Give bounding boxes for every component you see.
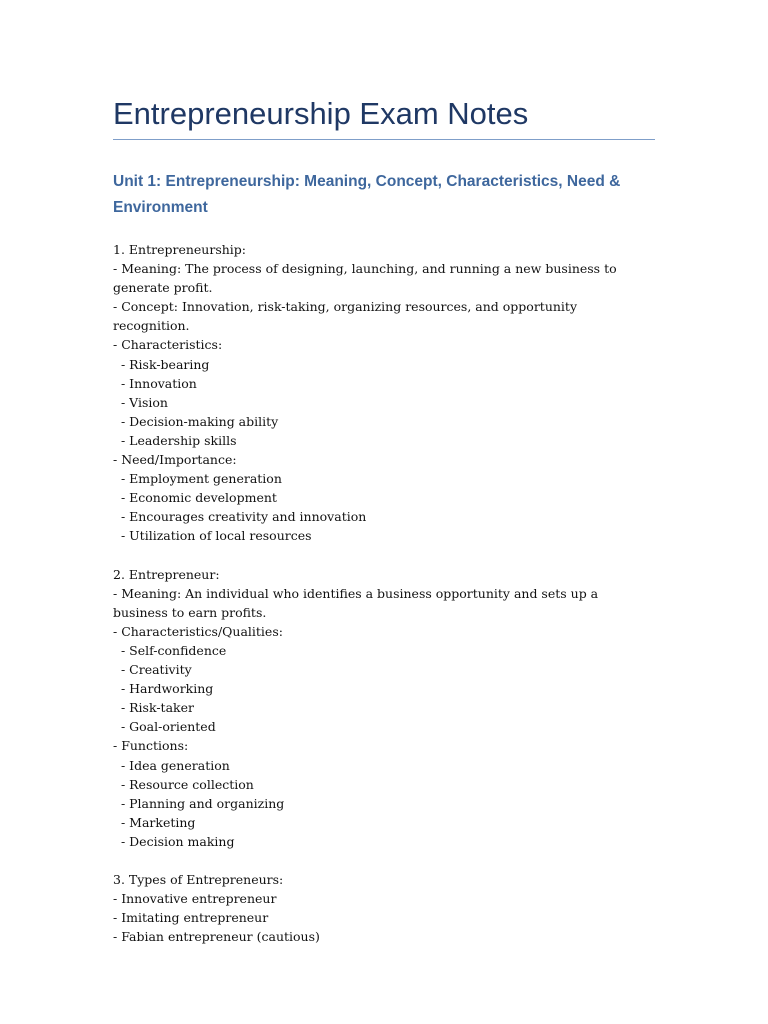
list-item: - Need/Importance: bbox=[113, 452, 237, 468]
section-heading: 1. Entrepreneurship: bbox=[113, 242, 246, 257]
unit-heading: Unit 1: Entrepreneurship: Meaning, Concept, Characteristics, Need & Environment bbox=[113, 173, 621, 216]
list-item: - Innovation bbox=[113, 375, 197, 391]
list-item: - Marketing bbox=[113, 814, 196, 830]
section-heading: 3. Types of Entrepreneurs: bbox=[113, 872, 284, 888]
list-item: - Encourages creativity and innovation bbox=[113, 509, 367, 525]
list-item: - Fabian entrepreneur (cautious) bbox=[113, 929, 320, 945]
list-item: - Characteristics: bbox=[113, 337, 223, 353]
list-item: - Utilization of local resources bbox=[113, 528, 312, 544]
list-item: - Resource collection bbox=[113, 776, 254, 792]
document-title: Entrepreneurship Exam Notes bbox=[113, 96, 529, 131]
title-underline-divider bbox=[113, 139, 655, 140]
list-item: - Meaning: The process of designing, launching, and running a new business to generate profit. bbox=[113, 261, 621, 296]
section-heading: 2. Entrepreneur: bbox=[113, 566, 220, 582]
list-item: - Employment generation bbox=[113, 471, 282, 487]
list-item: - Characteristics/Qualities: bbox=[113, 623, 283, 639]
list-item: - Leadership skills bbox=[113, 432, 237, 448]
list-item: - Hardworking bbox=[113, 681, 214, 697]
list-item: - Planning and organizing bbox=[113, 795, 285, 811]
section-entrepreneur bbox=[113, 565, 656, 851]
list-item: - Goal-oriented bbox=[113, 719, 216, 735]
list-item: - Functions: bbox=[113, 738, 189, 754]
section-entrepreneurship bbox=[113, 240, 656, 546]
list-item: - Risk-bearing bbox=[113, 356, 210, 372]
notes-body bbox=[113, 240, 656, 966]
list-item: - Vision bbox=[113, 394, 168, 410]
list-item: - Decision-making ability bbox=[113, 413, 279, 429]
list-item: - Innovative entrepreneur bbox=[113, 891, 277, 907]
list-item: - Risk-taker bbox=[113, 700, 194, 716]
list-item: - Idea generation bbox=[113, 757, 230, 773]
list-item: - Self-confidence bbox=[113, 642, 227, 658]
section-types-of-entrepreneurs bbox=[113, 870, 656, 946]
list-item: - Concept: Innovation, risk-taking, organizing resources, and opportunity recognition. bbox=[113, 299, 581, 334]
list-item: - Decision making bbox=[113, 833, 235, 849]
list-item: - Creativity bbox=[113, 662, 192, 678]
list-item: - Imitating entrepreneur bbox=[113, 910, 269, 926]
list-item: - Economic development bbox=[113, 490, 277, 506]
list-item: - Meaning: An individual who identifies a business opportunity and sets up a business to earn profits. bbox=[113, 585, 603, 620]
